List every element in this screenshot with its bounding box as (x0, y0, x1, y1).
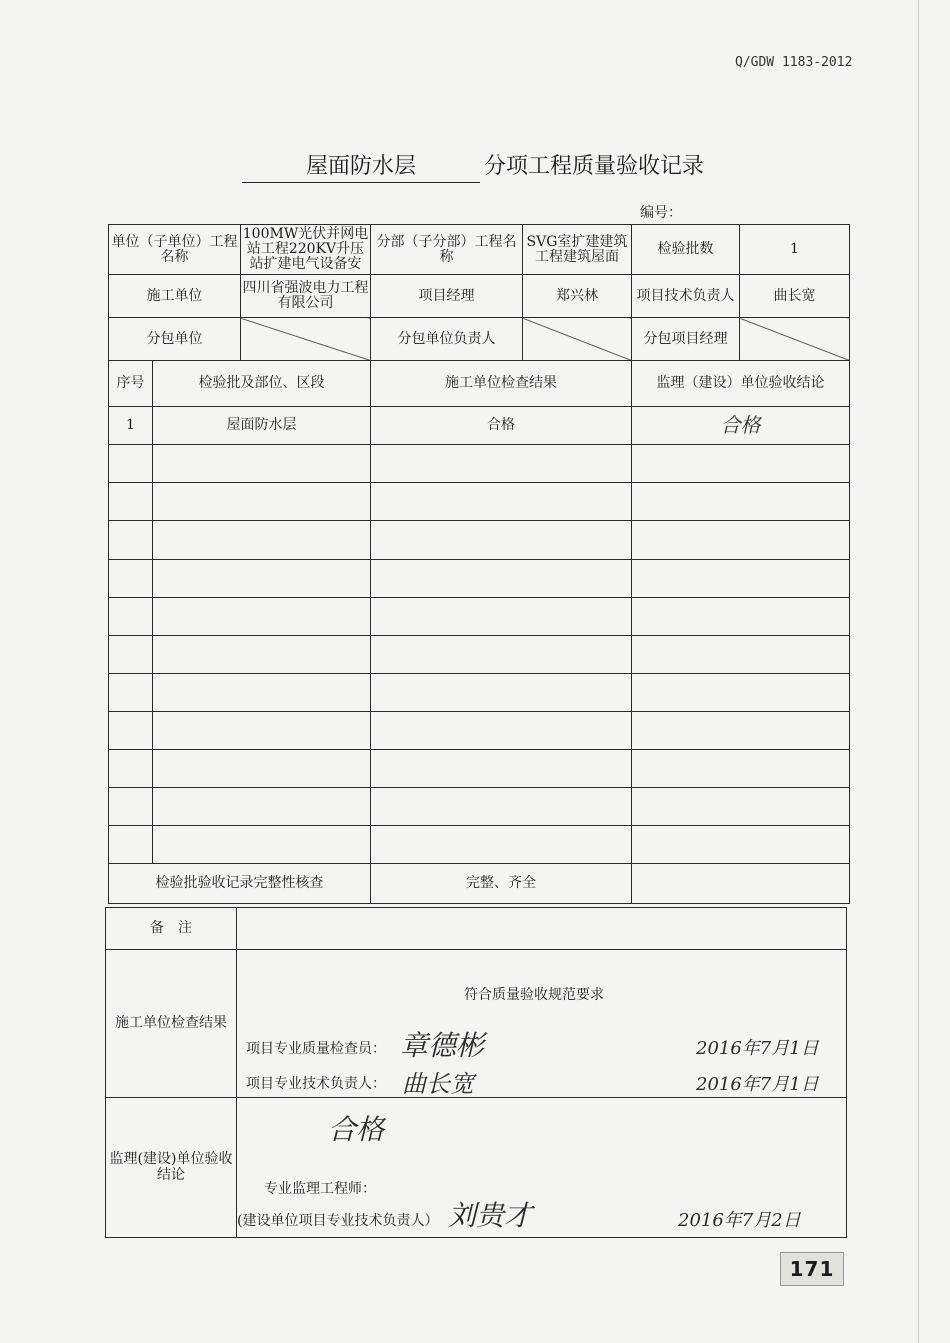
table-row-empty (109, 674, 850, 712)
pm-value: 郑兴林 (523, 275, 632, 318)
pm-label: 项目经理 (371, 275, 523, 318)
tech-lead-label: 项目专业技术负责人： (246, 1076, 386, 1092)
notes-row (106, 908, 846, 950)
page-title: 分项工程质量验收记录 (484, 154, 705, 179)
table-row (109, 407, 850, 445)
supervision-row (106, 1098, 846, 1237)
unit-label: 单位（子单位）工程名称 (109, 225, 241, 275)
batch-count-value: 1 (740, 225, 850, 275)
table-row-empty (109, 788, 850, 826)
completeness-empty (632, 864, 850, 904)
table-row-empty (109, 636, 850, 674)
table-row-empty (109, 560, 850, 598)
record-code-label: 编号： (640, 205, 682, 221)
contractor-row (109, 275, 850, 318)
notes-label: 备 注 (106, 908, 237, 949)
contractor-result-text: 符合质量验收规范要求 (464, 987, 604, 1003)
unit-row (109, 225, 850, 275)
title-item: 屋面防水层 (242, 152, 480, 183)
tech-date: 2016年7月1日 (696, 1074, 819, 1095)
tech-lead-signature: 曲长宽 (402, 1070, 474, 1098)
table-row-empty (109, 483, 850, 521)
table-row-empty (109, 521, 850, 560)
owner-signature: 刘贵才 (448, 1199, 533, 1232)
standard-code: Q/GDW 1183-2012 (735, 55, 853, 70)
row-result: 合格 (371, 407, 632, 445)
subcontractor-label: 分包单位 (109, 318, 241, 361)
table-row-empty (109, 598, 850, 636)
table-row-empty (109, 826, 850, 864)
unit-value: 100MW光伏并网电站工程220KV升压站扩建电气设备安 (241, 225, 371, 275)
row-section: 屋面防水层 (153, 407, 371, 445)
division-value: SVG室扩建建筑工程建筑屋面 (523, 225, 632, 275)
page-number: 171 (780, 1252, 844, 1286)
row-no: 1 (109, 407, 153, 445)
remarks-section (105, 907, 847, 1238)
contractor-value: 四川省强波电力工程有限公司 (241, 275, 371, 318)
column-header-row (109, 361, 850, 407)
engineer-label: 专业监理工程师： (264, 1181, 376, 1197)
owner-label: (建设单位项目专业技术负责人） (237, 1213, 439, 1229)
subcontractor-value-empty (241, 318, 371, 361)
table-row-empty (109, 445, 850, 483)
table-row-empty (109, 750, 850, 788)
contractor-result-row (106, 950, 846, 1098)
sub-pm-label: 分包项目经理 (632, 318, 740, 361)
sub-pm-value-empty (740, 318, 850, 361)
completeness-value: 完整、齐全 (371, 864, 632, 904)
supervision-result-handwritten: 合格 (328, 1113, 385, 1146)
batch-count-label: 检验批数 (632, 225, 740, 275)
subcontractor-row (109, 318, 850, 361)
col-header-section: 检验批及部位、区段 (153, 361, 371, 407)
supervision-date: 2016年7月2日 (678, 1210, 801, 1231)
division-label: 分部（子分部）工程名称 (371, 225, 523, 275)
page-edge-divider (918, 0, 919, 1343)
sub-lead-label: 分包单位负责人 (371, 318, 523, 361)
tech-lead-value: 曲长宽 (740, 275, 850, 318)
row-conclusion-handwritten: 合格 (632, 407, 850, 445)
qc-date: 2016年7月1日 (696, 1038, 819, 1059)
completeness-label: 检验批验收记录完整性核查 (109, 864, 371, 904)
qc-inspector-label: 项目专业质量检查员： (246, 1041, 386, 1057)
supervision-label: 监理(建设)单位验收结论 (106, 1098, 237, 1237)
col-header-result: 施工单位检查结果 (371, 361, 632, 407)
col-header-no: 序号 (109, 361, 153, 407)
table-row-empty (109, 712, 850, 750)
qc-inspector-signature: 章德彬 (400, 1029, 485, 1062)
contractor-label: 施工单位 (109, 275, 241, 318)
contractor-result-label: 施工单位检查结果 (106, 950, 237, 1097)
tech-lead-label: 项目技术负责人 (632, 275, 740, 318)
sub-lead-value-empty (523, 318, 632, 361)
col-header-conclusion: 监理（建设）单位验收结论 (632, 361, 850, 407)
inspection-table (108, 224, 850, 904)
completeness-row (109, 864, 850, 904)
